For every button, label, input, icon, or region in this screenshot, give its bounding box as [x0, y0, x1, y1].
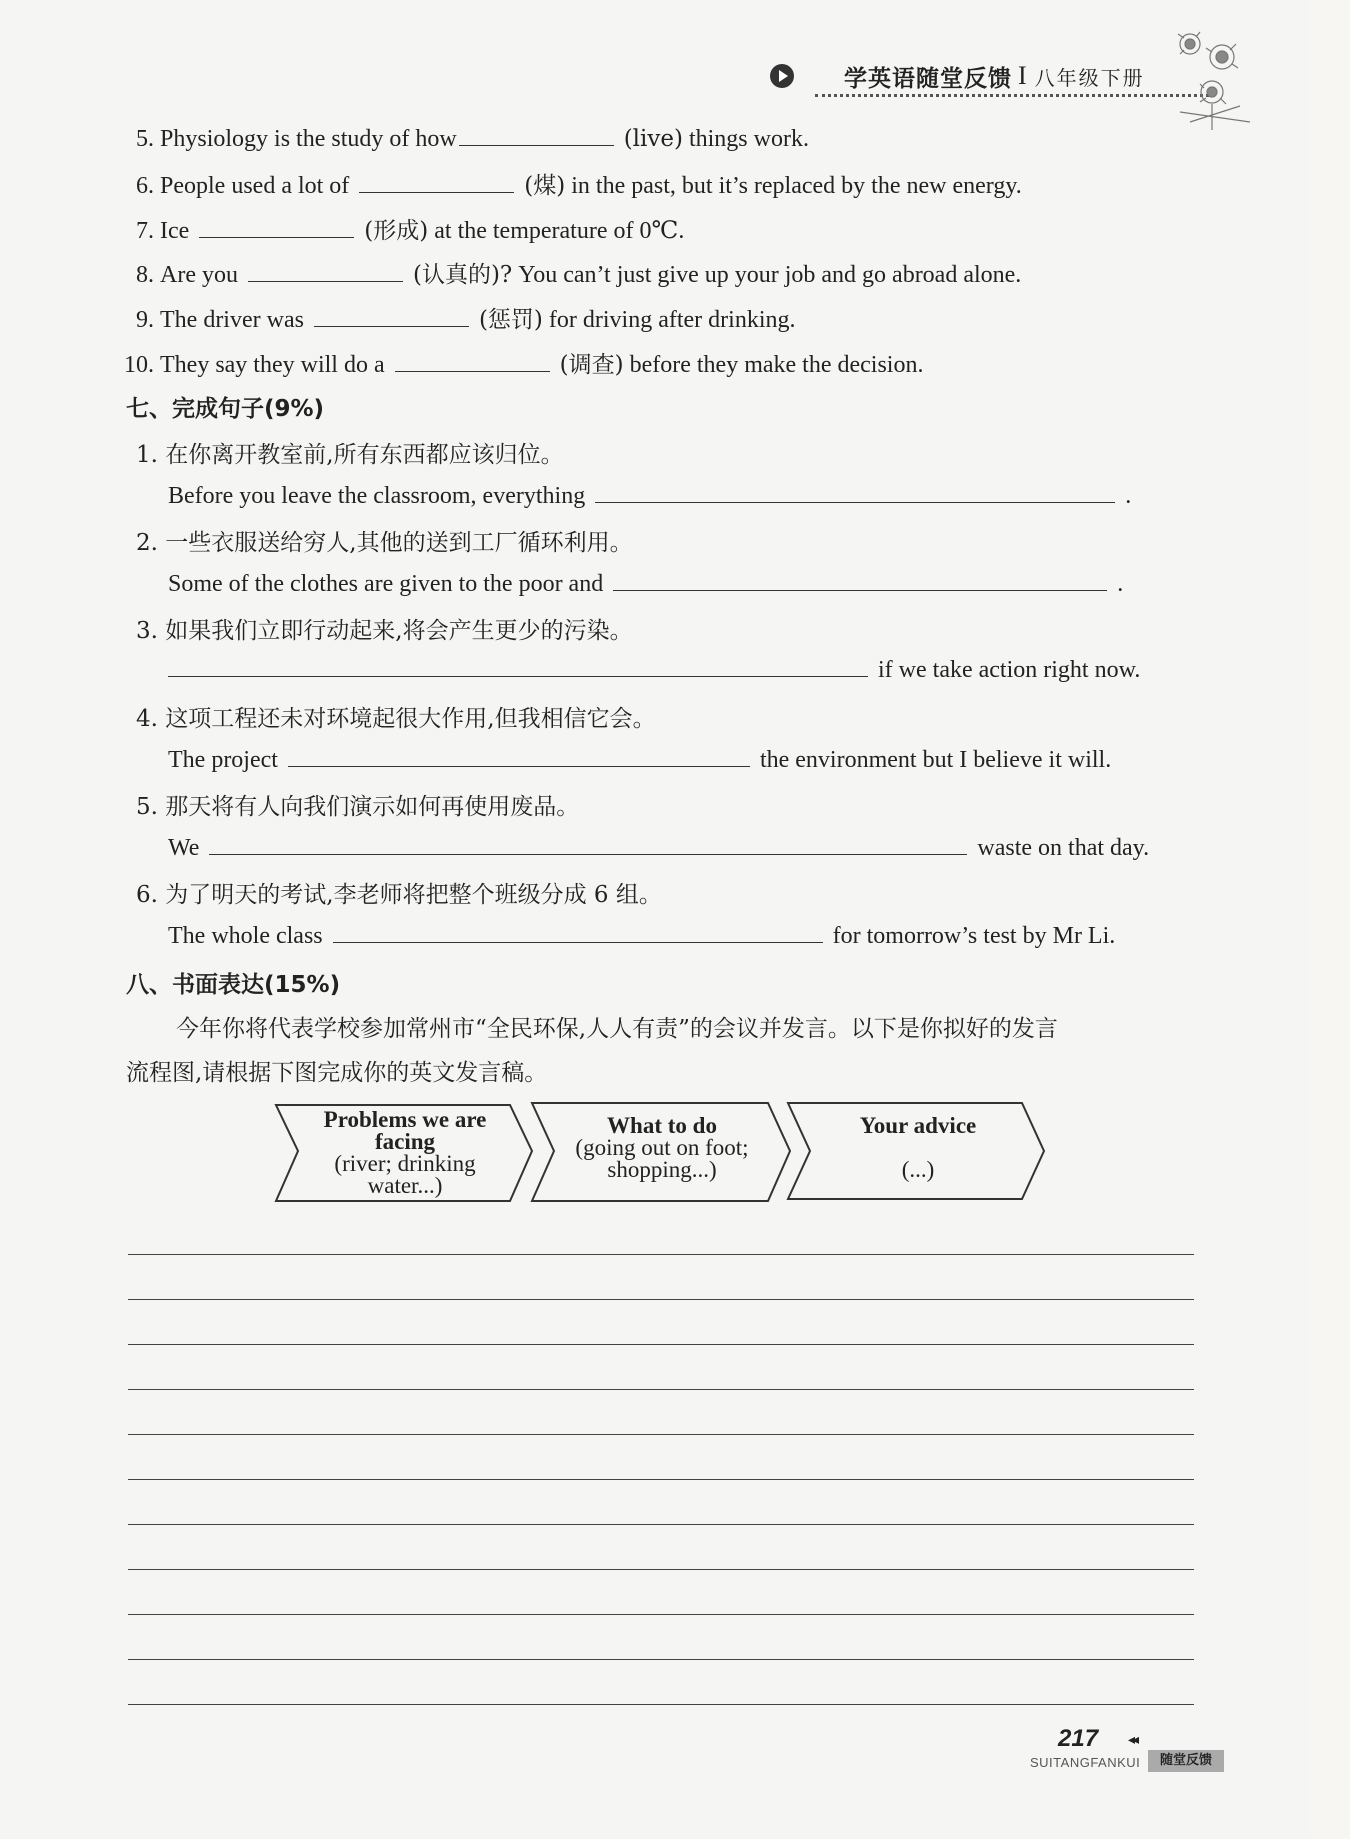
fill-item-10	[124, 346, 923, 379]
step-detail-line-2: water...)	[367, 1173, 443, 1198]
item-text-before: They say they will do a	[160, 352, 385, 378]
sunflower-decoration-icon	[1160, 22, 1260, 132]
writing-line[interactable]	[128, 1569, 1194, 1570]
answer-blank[interactable]	[359, 170, 514, 193]
chinese-prompt: 那天将有人向我们演示如何再使用废品。	[165, 794, 580, 820]
sentence-text-after: waste on that day.	[977, 835, 1150, 861]
item-number: 10.	[124, 352, 154, 378]
sentence-text-after: for tomorrow’s test by Mr Li.	[832, 923, 1116, 949]
writing-line[interactable]	[128, 1659, 1194, 1660]
writing-prompt-line-2: 流程图,请根据下图完成你的英文发言稿。	[126, 1060, 548, 1086]
item-number: 8.	[136, 262, 154, 288]
chinese-prompt: 一些衣服送给穷人,其他的送到工厂循环利用。	[165, 530, 633, 556]
sentence-1-chinese	[136, 436, 564, 469]
sentence-text-after: the environment but I believe it will.	[759, 747, 1112, 773]
item-number: 4.	[136, 706, 158, 732]
item-hint: (惩罚)	[478, 307, 543, 333]
item-number: 6.	[136, 882, 158, 908]
header-dotted-rule	[815, 94, 1215, 97]
item-hint: (live)	[623, 126, 683, 152]
sentence-4-english	[168, 744, 1111, 774]
item-hint: (形成)	[364, 218, 429, 244]
item-text-after: at the temperature of 0℃.	[434, 218, 685, 244]
sentence-3-chinese	[136, 612, 633, 645]
page-number: 217	[1058, 1725, 1099, 1752]
step-detail-line-1: (river; drinking	[334, 1151, 476, 1176]
sentence-5-chinese	[136, 788, 579, 821]
fill-item-5	[136, 123, 809, 153]
sentence-5-english	[168, 832, 1149, 862]
item-hint: (调查)	[559, 352, 624, 378]
sentence-text-after: if we take action right now.	[878, 657, 1141, 683]
writing-line[interactable]	[128, 1254, 1194, 1255]
answer-blank[interactable]	[595, 480, 1115, 503]
book-subtitle: 八年级下册	[1034, 65, 1145, 90]
chinese-prompt: 如果我们立即行动起来,将会产生更少的污染。	[165, 618, 633, 644]
step-detail-line-2: shopping...)	[607, 1157, 717, 1182]
speech-flow-chart	[270, 1093, 1050, 1213]
item-number: 3.	[136, 618, 158, 644]
sentence-6-chinese	[136, 876, 662, 909]
item-text-after: things work.	[688, 126, 809, 152]
writing-line[interactable]	[128, 1299, 1194, 1300]
fill-item-7	[136, 212, 684, 245]
writing-line[interactable]	[128, 1434, 1194, 1435]
flow-step-your-advice	[810, 1115, 1026, 1181]
step-detail: (...)	[901, 1157, 935, 1182]
answer-blank[interactable]	[248, 259, 403, 282]
answer-blank[interactable]	[314, 304, 469, 327]
answer-blank[interactable]	[288, 744, 750, 767]
answer-blank[interactable]	[613, 568, 1107, 591]
sentence-2-chinese	[136, 524, 633, 557]
writing-line[interactable]	[128, 1614, 1194, 1615]
item-text-after: You can’t just give up your job and go abroad alone.	[518, 262, 1022, 288]
flow-step-what-to-do	[552, 1115, 772, 1181]
chinese-prompt: 在你离开教室前,所有东西都应该归位。	[165, 442, 564, 468]
flow-step-problems	[300, 1109, 510, 1197]
answer-blank[interactable]	[209, 832, 967, 855]
footer-tag: 随堂反馈	[1148, 1750, 1224, 1772]
step-detail-line-1: (going out on foot;	[575, 1135, 749, 1160]
sentence-text-before: We	[168, 835, 200, 861]
item-number: 5.	[136, 794, 158, 820]
item-number: 1.	[136, 442, 158, 468]
book-title: 学英语随堂反馈	[844, 65, 1012, 92]
item-text-before: People used a lot of	[160, 173, 350, 199]
item-number: 6.	[136, 173, 154, 199]
chinese-prompt: 为了明天的考试,李老师将把整个班级分成 6 组。	[165, 882, 662, 908]
item-text-after: before they make the decision.	[629, 352, 924, 378]
fill-item-8	[136, 256, 1021, 289]
item-number: 7.	[136, 218, 154, 244]
title-separator: I	[1018, 61, 1027, 90]
writing-line[interactable]	[128, 1704, 1194, 1705]
fill-item-6	[136, 167, 1022, 200]
writing-line[interactable]	[128, 1479, 1194, 1480]
sentence-text-before: Some of the clothes are given to the poor and	[168, 571, 604, 597]
item-number: 2.	[136, 530, 158, 556]
back-arrows-icon: ◂◂	[1128, 1733, 1137, 1748]
writing-line[interactable]	[128, 1344, 1194, 1345]
item-text-after: for driving after drinking.	[548, 307, 796, 333]
sentence-6-english	[168, 920, 1115, 950]
sentence-text-after: .	[1117, 571, 1124, 597]
footer-brand: SUITANGFANKUI	[1030, 1755, 1141, 1770]
writing-line[interactable]	[128, 1524, 1194, 1525]
item-number: 9.	[136, 307, 154, 333]
item-hint: (煤)	[524, 173, 566, 199]
item-text-after: in the past, but it’s replaced by the new energy.	[571, 173, 1022, 199]
writing-line[interactable]	[128, 1389, 1194, 1390]
item-hint: (认真的)?	[412, 262, 513, 288]
sentence-text-before: The whole class	[168, 923, 323, 949]
play-icon	[770, 64, 794, 88]
item-text-before: Are you	[160, 262, 238, 288]
chinese-prompt: 这项工程还未对环境起很大作用,但我相信它会。	[165, 706, 656, 732]
answer-blank[interactable]	[168, 654, 868, 677]
answer-blank[interactable]	[199, 215, 354, 238]
sentence-4-chinese	[136, 700, 656, 733]
sentence-text-before: The project	[168, 747, 278, 773]
sentence-text-after: .	[1125, 483, 1132, 509]
answer-blank[interactable]	[395, 349, 550, 372]
item-number: 5.	[136, 126, 154, 152]
answer-blank[interactable]	[333, 920, 823, 943]
page-header	[770, 56, 1145, 96]
item-text-before: The driver was	[160, 307, 304, 333]
writing-prompt-line-1: 今年你将代表学校参加常州市“全民环保,人人有责”的会议并发言。以下是你拟好的发言	[176, 1016, 1058, 1042]
step-heading-line-1: Problems we are	[323, 1107, 487, 1132]
answer-blank[interactable]	[459, 123, 614, 146]
sentence-2-english	[168, 568, 1123, 598]
step-heading-line-2: facing	[374, 1129, 436, 1154]
section-8-title: 八、书面表达(15%)	[126, 972, 341, 998]
sentence-1-english	[168, 480, 1131, 510]
sentence-text-before: Before you leave the classroom, everything	[168, 483, 586, 509]
fill-item-9	[136, 301, 796, 334]
step-heading: What to do	[607, 1113, 717, 1138]
section-7-title: 七、完成句子(9%)	[126, 396, 325, 422]
item-text-before: Ice	[160, 218, 190, 244]
sentence-3-english	[168, 654, 1140, 684]
step-heading: Your advice	[859, 1113, 977, 1138]
item-text-before: Physiology is the study of how	[160, 126, 457, 152]
